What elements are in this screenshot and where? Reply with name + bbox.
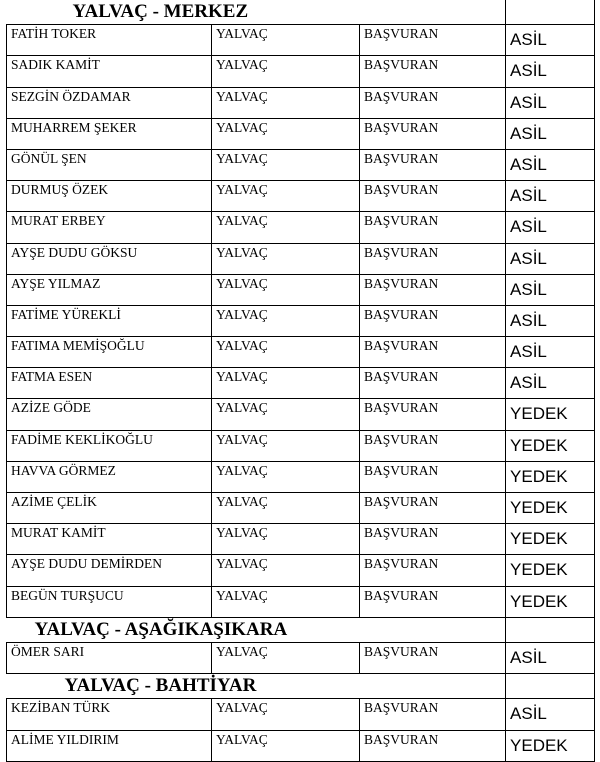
applicant-name: MUHARREM ŞEKER [7, 118, 212, 149]
applicant-name: FATİME YÜREKLİ [7, 305, 212, 336]
applicant-name: FATIMA MEMİŞOĞLU [7, 337, 212, 368]
table-row [7, 56, 595, 87]
application-type: BAŞVURAN [360, 730, 506, 761]
application-type: BAŞVURAN [360, 181, 506, 212]
town-name: YALVAÇ [212, 305, 360, 336]
applicant-name: DURMUŞ ÖZEK [7, 181, 212, 212]
applicant-name: HAVVA GÖRMEZ [7, 461, 212, 492]
application-type: BAŞVURAN [360, 642, 506, 673]
town-name: YALVAÇ [212, 181, 360, 212]
town-name: YALVAÇ [212, 337, 360, 368]
applicant-name: SADIK KAMİT [7, 56, 212, 87]
status-label: YEDEK [506, 399, 595, 430]
application-type: BAŞVURAN [360, 430, 506, 461]
town-name: YALVAÇ [212, 87, 360, 118]
table-row [7, 699, 595, 730]
status-label: ASİL [506, 212, 595, 243]
status-label: ASİL [506, 642, 595, 673]
application-type: BAŞVURAN [360, 274, 506, 305]
applicant-list-table [6, 0, 595, 762]
applicant-name: FATİH TOKER [7, 25, 212, 56]
applicant-name: KEZİBAN TÜRK [7, 699, 212, 730]
application-type: BAŞVURAN [360, 493, 506, 524]
section-title-cell [7, 0, 506, 25]
status-label: ASİL [506, 56, 595, 87]
application-type: BAŞVURAN [360, 149, 506, 180]
applicant-name: AZİZE GÖDE [7, 399, 212, 430]
status-label: ASİL [506, 243, 595, 274]
table-row [7, 25, 595, 56]
status-label: YEDEK [506, 730, 595, 761]
table-row [7, 399, 595, 430]
town-name: YALVAÇ [212, 430, 360, 461]
town-name: YALVAÇ [212, 493, 360, 524]
application-type: BAŞVURAN [360, 368, 506, 399]
status-label: YEDEK [506, 461, 595, 492]
table-row [7, 243, 595, 274]
table-row [7, 305, 595, 336]
applicant-name: AYŞE DUDU GÖKSU [7, 243, 212, 274]
town-name: YALVAÇ [212, 274, 360, 305]
table-row [7, 493, 595, 524]
applicant-name: SEZGİN ÖZDAMAR [7, 87, 212, 118]
town-name: YALVAÇ [212, 368, 360, 399]
application-type: BAŞVURAN [360, 118, 506, 149]
application-type: BAŞVURAN [360, 25, 506, 56]
section-title: YALVAÇ - AŞAĞIKAŞIKARA [34, 618, 288, 640]
status-label: YEDEK [506, 555, 595, 586]
section-title: YALVAÇ - MERKEZ [72, 1, 249, 23]
table-row [7, 212, 595, 243]
section-empty-cell [506, 674, 595, 699]
status-label: ASİL [506, 87, 595, 118]
applicant-name: AYŞE YILMAZ [7, 274, 212, 305]
applicant-name: AZİME ÇELİK [7, 493, 212, 524]
applicant-name: ÖMER SARI [7, 642, 212, 673]
application-type: BAŞVURAN [360, 87, 506, 118]
table-row [7, 461, 595, 492]
town-name: YALVAÇ [212, 586, 360, 617]
table-row [7, 586, 595, 617]
status-label: ASİL [506, 305, 595, 336]
status-label: ASİL [506, 368, 595, 399]
application-type: BAŞVURAN [360, 555, 506, 586]
status-label: YEDEK [506, 586, 595, 617]
town-name: YALVAÇ [212, 730, 360, 761]
town-name: YALVAÇ [212, 118, 360, 149]
table-row [7, 181, 595, 212]
section-header-row [7, 617, 595, 642]
table-row [7, 87, 595, 118]
application-type: BAŞVURAN [360, 399, 506, 430]
town-name: YALVAÇ [212, 149, 360, 180]
section-empty-cell [506, 0, 595, 25]
applicant-name: ALİME YILDIRIM [7, 730, 212, 761]
applicant-name: GÖNÜL ŞEN [7, 149, 212, 180]
status-label: ASİL [506, 118, 595, 149]
status-label: ASİL [506, 25, 595, 56]
application-type: BAŞVURAN [360, 586, 506, 617]
applicant-list-body [7, 0, 595, 761]
town-name: YALVAÇ [212, 555, 360, 586]
status-label: ASİL [506, 699, 595, 730]
applicant-name: MURAT ERBEY [7, 212, 212, 243]
application-type: BAŞVURAN [360, 305, 506, 336]
town-name: YALVAÇ [212, 56, 360, 87]
status-label: YEDEK [506, 493, 595, 524]
status-label: YEDEK [506, 524, 595, 555]
table-row [7, 524, 595, 555]
town-name: YALVAÇ [212, 524, 360, 555]
section-title: YALVAÇ - BAHTİYAR [64, 675, 257, 697]
application-type: BAŞVURAN [360, 56, 506, 87]
status-label: ASİL [506, 181, 595, 212]
town-name: YALVAÇ [212, 699, 360, 730]
table-row [7, 149, 595, 180]
applicant-name: BEGÜN TURŞUCU [7, 586, 212, 617]
town-name: YALVAÇ [212, 399, 360, 430]
town-name: YALVAÇ [212, 212, 360, 243]
section-title-cell [7, 617, 506, 642]
applicant-name: AYŞE DUDU DEMİRDEN [7, 555, 212, 586]
section-header-row [7, 674, 595, 699]
town-name: YALVAÇ [212, 461, 360, 492]
table-row [7, 368, 595, 399]
section-header-row [7, 0, 595, 25]
table-row [7, 274, 595, 305]
application-type: BAŞVURAN [360, 243, 506, 274]
application-type: BAŞVURAN [360, 337, 506, 368]
application-type: BAŞVURAN [360, 524, 506, 555]
applicant-name: FATMA ESEN [7, 368, 212, 399]
status-label: ASİL [506, 337, 595, 368]
section-title-cell [7, 674, 506, 699]
town-name: YALVAÇ [212, 642, 360, 673]
table-row [7, 730, 595, 761]
section-empty-cell [506, 617, 595, 642]
town-name: YALVAÇ [212, 243, 360, 274]
applicant-name: FADİME KEKLİKOĞLU [7, 430, 212, 461]
table-row [7, 642, 595, 673]
table-row [7, 118, 595, 149]
status-label: YEDEK [506, 430, 595, 461]
status-label: ASİL [506, 149, 595, 180]
status-label: ASİL [506, 274, 595, 305]
applicant-name: MURAT KAMİT [7, 524, 212, 555]
table-row [7, 337, 595, 368]
table-row [7, 430, 595, 461]
application-type: BAŞVURAN [360, 212, 506, 243]
town-name: YALVAÇ [212, 25, 360, 56]
application-type: BAŞVURAN [360, 461, 506, 492]
application-type: BAŞVURAN [360, 699, 506, 730]
table-row [7, 555, 595, 586]
